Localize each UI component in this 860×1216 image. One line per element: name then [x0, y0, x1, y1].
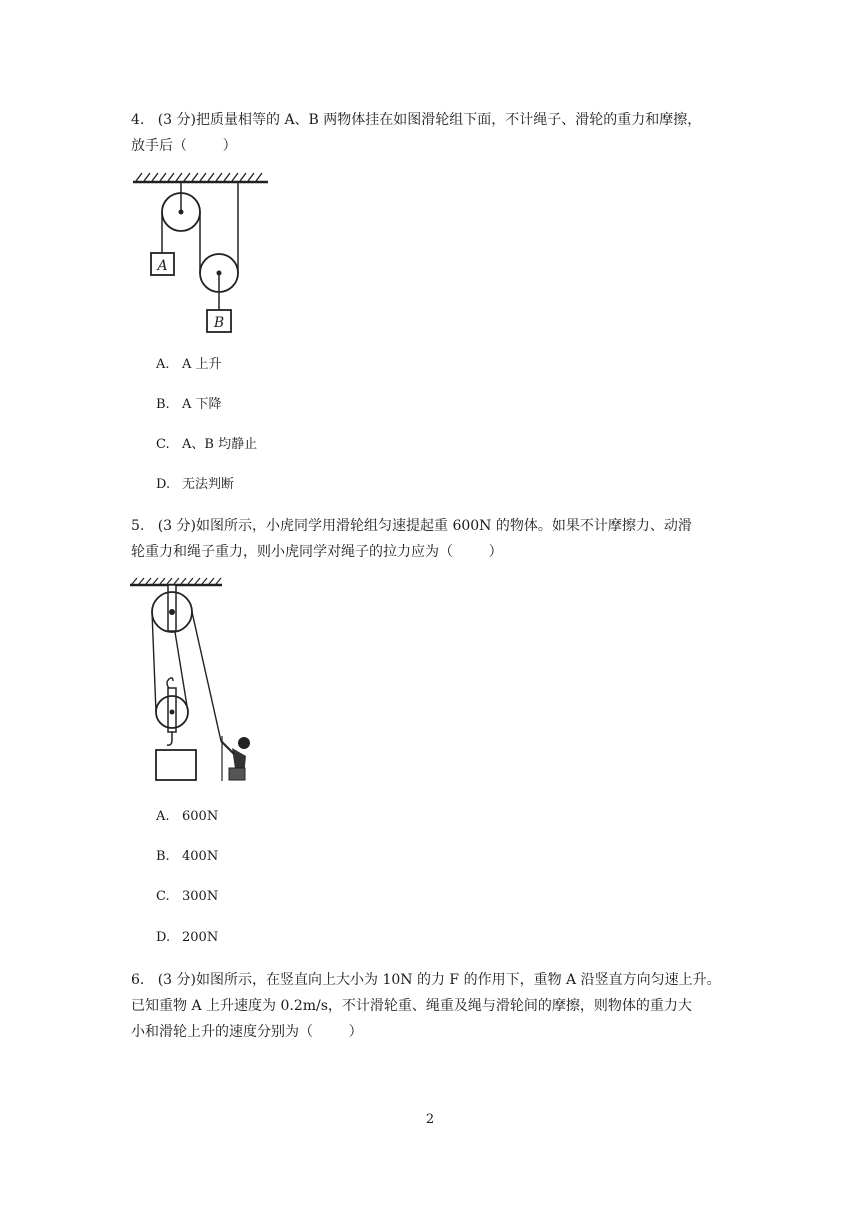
option-text: A 下降 — [182, 397, 222, 412]
q5-option-b[interactable] — [156, 848, 218, 866]
option-text: 400N — [182, 849, 219, 864]
option-key: D. — [156, 930, 171, 945]
q4-stem-line2: 放手后（ ） — [131, 138, 237, 154]
q5-stem-line2: 轮重力和绳子重力，则小虎同学对绳子的拉力应为（ ） — [131, 544, 503, 560]
option-key: B. — [156, 849, 170, 864]
q6-stem-line3: 小和滑轮上升的速度分别为（ ） — [131, 1024, 363, 1040]
option-text: 600N — [182, 809, 219, 824]
page-number: 2 — [425, 1112, 435, 1127]
q4-option-c[interactable] — [156, 436, 257, 454]
option-text: 200N — [182, 930, 219, 945]
option-key: B. — [156, 397, 170, 412]
option-text: A、B 均静止 — [182, 437, 258, 452]
option-key: A. — [156, 809, 170, 824]
q5-pulley-figure — [126, 576, 266, 786]
q4-option-d[interactable] — [156, 476, 234, 494]
q4-option-a[interactable] — [156, 356, 222, 374]
q4-block-b-label: B — [213, 315, 225, 331]
q4-block-a-label: A — [157, 258, 168, 274]
q4-stem-line1: 4. (3 分)把质量相等的 A、B 两物体挂在如图滑轮组下面，不计绳子、滑轮的重力和摩擦， — [131, 112, 702, 128]
q6-stem-line2: 已知重物 A 上升速度为 0.2m/s，不计滑轮重、绳重及绳与滑轮间的摩擦，则物体的重力大 — [131, 998, 692, 1014]
q5-option-a[interactable] — [156, 808, 218, 826]
option-text: 无法判断 — [182, 477, 235, 492]
option-key: C. — [156, 437, 170, 452]
q5-option-c[interactable] — [156, 888, 218, 906]
option-key: C. — [156, 889, 170, 904]
q4-pulley-figure — [128, 170, 278, 340]
option-text: A 上升 — [182, 357, 222, 372]
option-key: A. — [156, 357, 170, 372]
option-text: 300N — [182, 889, 219, 904]
option-key: D. — [156, 477, 171, 492]
q4-option-b[interactable] — [156, 396, 222, 414]
q6-stem-line1: 6. (3 分)如图所示，在竖直向上大小为 10N 的力 F 的作用下，重物 A 沿竖直方向匀速上升。 — [131, 972, 721, 988]
q5-stem-line1: 5. (3 分)如图所示，小虎同学用滑轮组匀速提起重 600N 的物体。如果不计摩擦力、动滑 — [131, 518, 692, 534]
q5-option-d[interactable] — [156, 929, 218, 947]
